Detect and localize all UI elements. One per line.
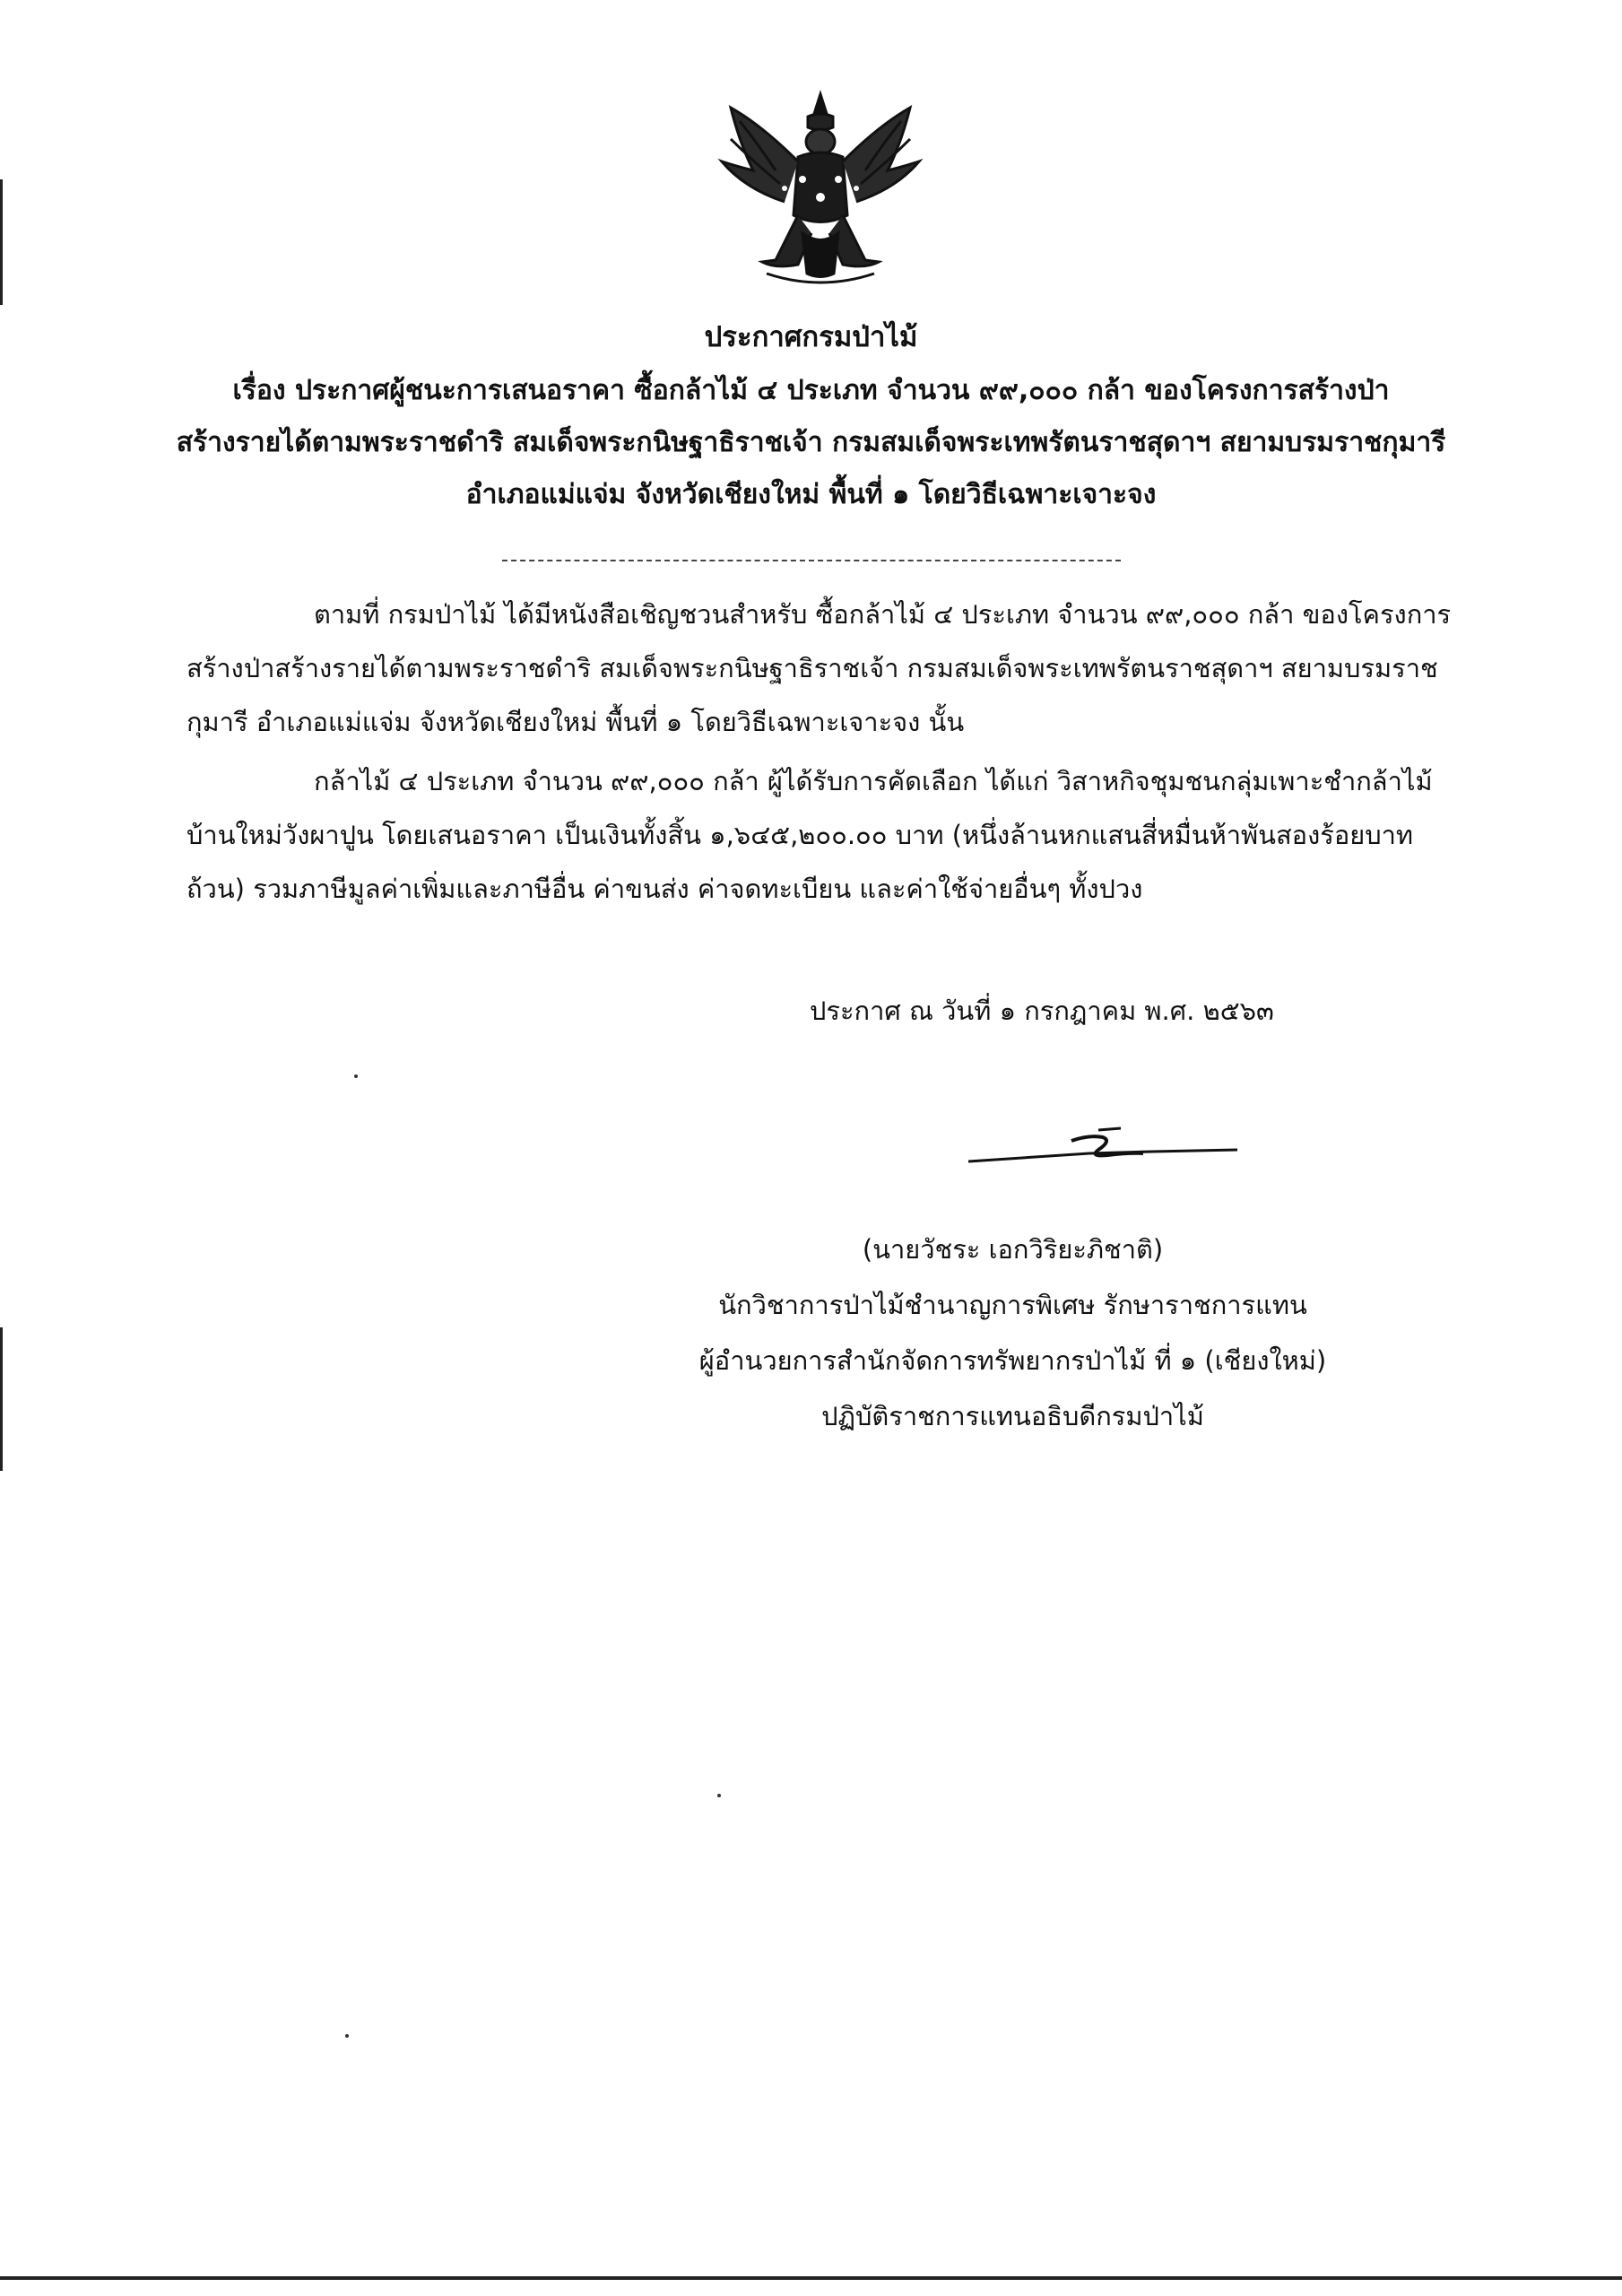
signatory-position: ผู้อำนวยการสำนักจัดการทรัพยากรป่าไม้ ที่ ๑ (เชียงใหม่) <box>698 1345 1327 1376</box>
garuda-emblem-icon <box>713 90 928 291</box>
signatory-position: ปฏิบัติราชการแทนอธิบดีกรมป่าไม้ <box>821 1401 1204 1431</box>
paragraph-line: ถ้วน) รวมภาษีมูลค่าเพิ่มและภาษีอื่น ค่าขนส่ง ค่าจดทะเบียน และค่าใช้จ่ายอื่นๆ ทั้งปวง <box>186 874 1143 904</box>
scan-edge <box>0 2276 1622 2280</box>
announcement-date: ประกาศ ณ วันที่ ๑ กรกฎาคม พ.ศ. ๒๕๖๓ <box>810 996 1274 1026</box>
subject-line: อำเภอแม่แจ่ม จังหวัดเชียงใหม่ พื้นที่ ๑ โดยวิธีเฉพาะเจาะจง <box>465 479 1157 510</box>
paragraph-line: บ้านใหม่วังผาปูน โดยเสนอราคา เป็นเงินทั้งสิ้น ๑,๖๔๕,๒๐๐.๐๐ บาท (หนึ่งล้านหกแสนสี่หมื่นห้าพันสองร้อยบาท <box>186 820 1414 850</box>
subject-line: เรื่อง ประกาศผู้ชนะการเสนอราคา ซื้อกล้าไม้ ๔ ประเภท จำนวน ๙๙,๐๐๐ กล้า ของโครงการสร้างป่า <box>232 375 1390 406</box>
paragraph-line: กล้าไม้ ๔ ประเภท จำนวน ๙๙,๐๐๐ กล้า ผู้ได้รับการคัดเลือก ได้แก่ วิสาหกิจชุมชนกลุ่มเพาะชำกล้าไม้ <box>314 766 1433 796</box>
subject-line: สร้างรายได้ตามพระราชดำริ สมเด็จพระกนิษฐาธิราชเจ้า กรมสมเด็จพระเทพรัตนราชสุดาฯ สยามบรมราชกุมารี <box>176 427 1446 458</box>
signatory-name: (นายวัชระ เอกวิริยะภิชาติ) <box>862 1234 1164 1265</box>
scan-speck <box>717 1794 721 1797</box>
signatory-position: นักวิชาการป่าไม้ชำนาญการพิเศษ รักษาราชการแทน <box>718 1290 1307 1320</box>
paragraph-line: ตามที่ กรมป่าไม้ ได้มีหนังสือเชิญชวนสำหรับ ซื้อกล้าไม้ ๔ ประเภท จำนวน ๙๙,๐๐๐ กล้า ของโครงการ <box>314 599 1452 630</box>
scan-edge <box>0 179 3 305</box>
scan-speck <box>354 1074 358 1078</box>
scan-speck <box>345 2034 349 2038</box>
paragraph-line: สร้างป่าสร้างรายได้ตามพระราชดำริ สมเด็จพระกนิษฐาธิราชเจ้า กรมสมเด็จพระเทพรัตนราชสุดาฯ สยามบรมราช <box>186 653 1438 683</box>
handwritten-signature-icon <box>964 1121 1242 1175</box>
document-title: ประกาศกรมป่าไม้ <box>704 321 918 353</box>
scan-edge <box>0 1327 3 1471</box>
divider <box>502 560 1121 561</box>
paragraph-line: กุมารี อำเภอแม่แจ่ม จังหวัดเชียงใหม่ พื้นที่ ๑ โดยวิธีเฉพาะเจาะจง นั้น <box>186 707 965 737</box>
